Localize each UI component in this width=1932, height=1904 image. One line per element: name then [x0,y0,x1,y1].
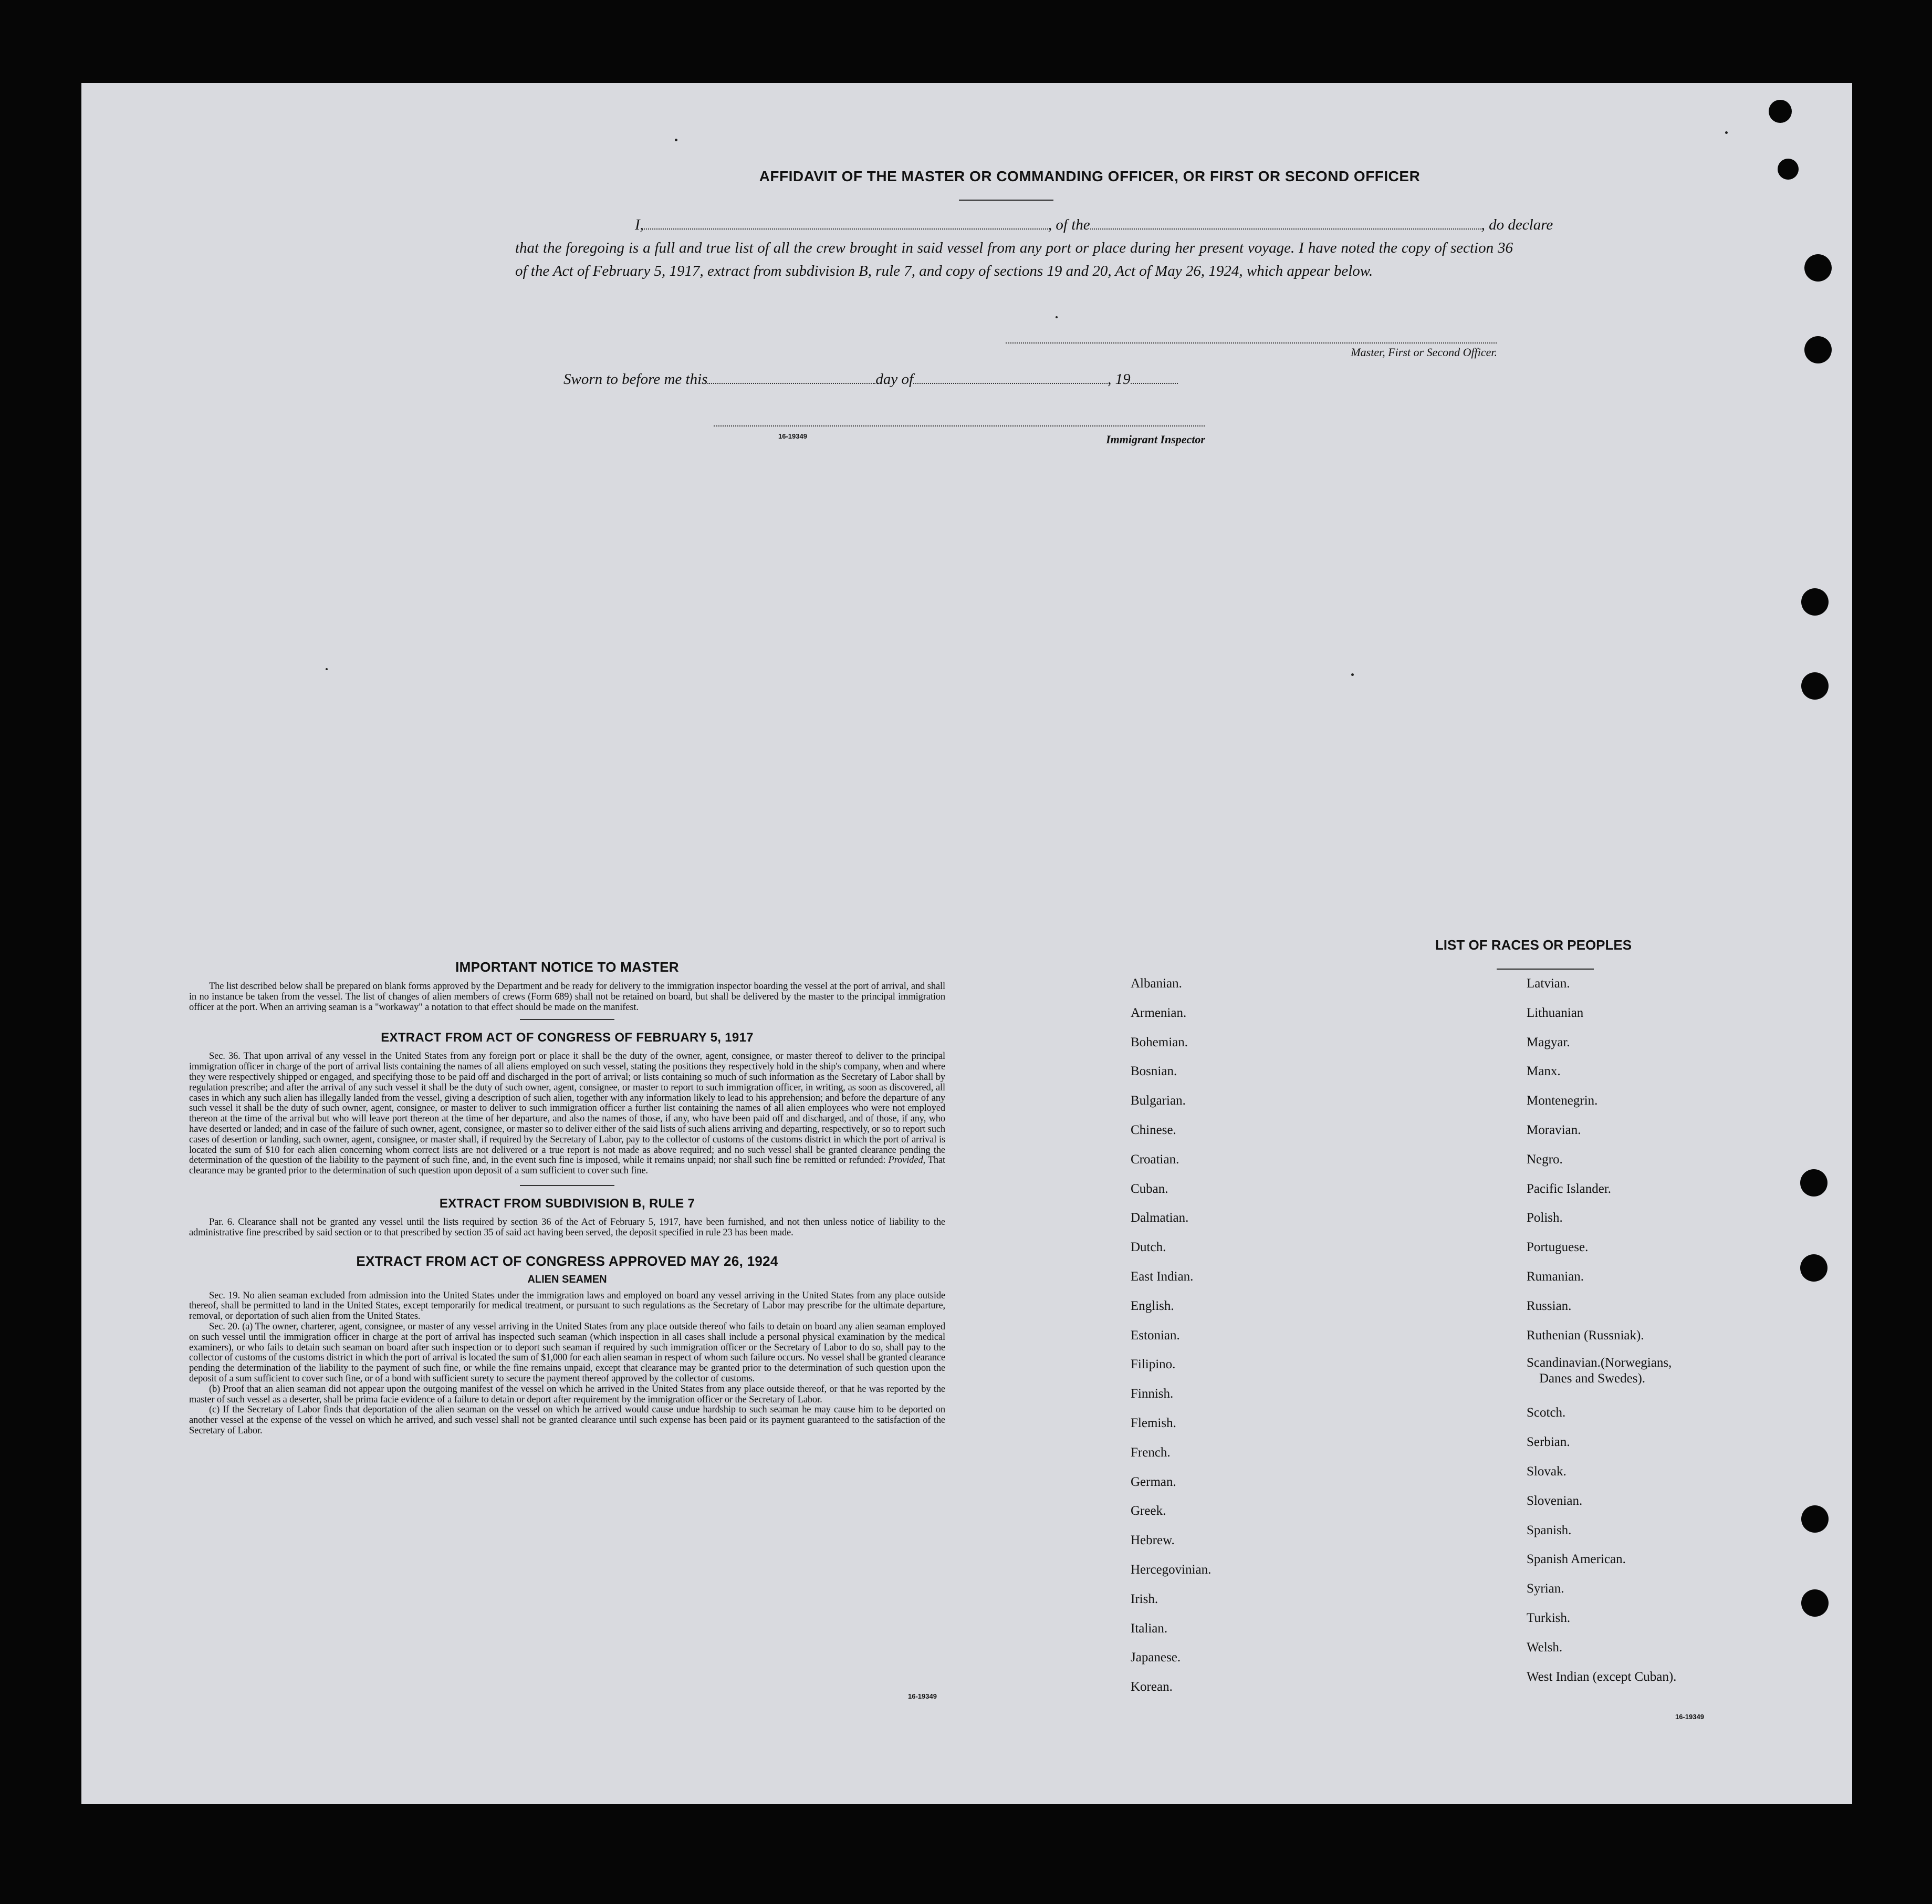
section-rule [520,1019,614,1020]
race-item: Estonian. [1131,1328,1180,1343]
section-rule [520,1185,614,1186]
legal-extracts [189,959,945,1437]
races-title: LIST OF RACES OR PEOPLES [1435,937,1632,953]
notice-text: The list described below shall be prepared on blank forms approved by the Department and be ready for delivery to the immigration inspector boarding the vessel at the port of arrival, and shall in no instance be taken from the vessel. The list of changes of alien members of crews (Form 689) shall not be retained on board, but shall be delivered by the master to the principal immigration officer at the port. When an arriving seaman is a "workaway" a notation to that effect should be made on the manifest. [189,981,945,1013]
master-signature-line[interactable] [1006,342,1497,344]
race-item: Chinese. [1131,1122,1176,1137]
race-item: Scotch. [1527,1406,1566,1420]
title-rule [959,200,1053,201]
race-item: Moravian. [1527,1122,1581,1137]
binder-hole [1769,100,1792,123]
alien-seamen-subtitle: ALIEN SEAMEN [527,1273,607,1285]
binder-hole [1804,254,1832,282]
form-code-right: 16-19349 [1675,1713,1704,1721]
race-item: English. [1131,1298,1174,1313]
race-item: Greek. [1131,1504,1166,1518]
race-item: Rumanian. [1527,1269,1584,1284]
affidavit-title: AFFIDAVIT OF THE MASTER OR COMMANDING OFFICER, OR FIRST OR SECOND OFFICER [759,168,1421,184]
binder-hole [1801,672,1829,700]
declaration-end: , do declare [1481,216,1553,233]
races-right-column [1527,969,1842,1691]
master-name-field[interactable] [644,217,1048,230]
race-item: Korean. [1131,1680,1173,1694]
race-item: Hebrew. [1131,1533,1175,1548]
race-item: Japanese. [1131,1650,1181,1665]
race-item: French. [1131,1445,1171,1460]
race-item: Bulgarian. [1131,1094,1186,1108]
sworn-end: , 19 [1108,371,1131,388]
race-item: Latvian. [1527,976,1570,991]
sworn-day-field[interactable] [707,371,875,384]
race-item: East Indian. [1131,1269,1194,1284]
binder-hole [1804,336,1832,363]
binder-hole [1800,1169,1827,1196]
race-item: Turkish. [1527,1610,1571,1625]
race-item: Flemish. [1131,1416,1176,1430]
race-item: Bohemian. [1131,1035,1188,1049]
affidavit-declaration [515,213,1553,283]
race-item: Manx. [1527,1064,1561,1079]
race-item: Slovak. [1527,1464,1567,1479]
extract-1917-text: Sec. 36. That upon arrival of any vessel in the United States from any foreign port or place it shall be the duty of the owner, agent, consignee, or master thereof to deliver to the principal immigration officer in charge of the port of arrival lists containing the names of all aliens employed on such vessel, stating the positions they respectively hold in the ship's company, when and where they were respectively shipped or engaged, and specifying those to be paid off and discharged in the port of arrival; or lists containing so much of such information as the Secretary of Labor shall by regulation prescribe; and after the arrival of any such vessel it shall be the duty of such owner, agent, consignee, or master to report to such immigration officer, in writing, as soon as discovered, all cases in which any such alien has illegally landed from the vessel, giving a description of such alien, together with any information likely to lead to his apprehension; and before the departure of any such vessel it shall be the duty of such owner, agent, consignee, or master to deliver to such immigration officer a further list containing the names of all alien employees who were not employed thereon at the time of the arrival but who will leave port thereon at the time of her departure, and also the names of those, if any, who have been paid off and discharged, and of those, if any, who have deserted or landed; and in case of the failure of such owner, agent, consignee, or master so to deliver either of the said lists of such aliens arriving and departing, respectively, or so to report such cases of desertion or landing, such owner, agent, consignee, or master shall, if required by the Secretary of Labor, pay to the collector of customs of the customs district in which the port of arrival is located the sum of $10 for each alien concerning whom correct lists are not delivered or a true report is not made as above required; and no such vessel shall be granted clearance pending the determination of the question of the liability to the payment of such fine, and, in the event such fine is imposed, while it remains unpaid; nor shall such fine be remitted or refunded: Provided, That clearance may be granted prior to the determination of such question upon deposit of a sum sufficient to cover such fine. [189,1051,945,1177]
races-left-column [1131,969,1351,1702]
race-item: Syrian. [1527,1582,1564,1596]
binder-hole [1778,159,1799,180]
form-code-top: 16-19349 [778,432,807,440]
race-item: Portuguese. [1527,1240,1589,1255]
race-item: Lithuanian [1527,1005,1584,1020]
declaration-i: I, [635,216,644,233]
race-item: Spanish American. [1527,1552,1626,1567]
race-item: Magyar. [1527,1035,1570,1049]
race-item: Croatian. [1131,1152,1179,1167]
race-item: Finnish. [1131,1387,1174,1401]
sworn-mid: day of [875,371,914,388]
race-item: Filipino. [1131,1357,1176,1372]
binder-hole [1801,588,1829,616]
declaration-of-the: , of the [1048,216,1090,233]
subdivision-title: EXTRACT FROM SUBDIVISION B, RULE 7 [439,1196,695,1211]
race-item: Slovenian. [1527,1493,1583,1508]
inspector-label: Immigrant Inspector [1106,433,1205,446]
sec-20b-text: (b) Proof that an alien seaman did not appear upon the outgoing manifest of the vessel on which he arrived in the United States from any place outside thereof, or that he was reported by the master of such vessel as a deserter, shall be prima facie evidence of a failure to detain or deport after requirement by the immigration officer or the Secretary of Labor. [189,1383,945,1405]
sec-19-text: Sec. 19. No alien seaman excluded from admission into the United States under the immigration laws and employed on board any vessel arriving in the United States from any place outside thereof, shall be permitted to land in the United States, except temporarily for medical treatment, or pursuant to such regulations as the Secretary of Labor may prescribe for the ultimate departure, removal, or deportation of such alien from the United States. [189,1290,945,1322]
form-code-left: 16-19349 [908,1692,937,1700]
sworn-start: Sworn to before me this [563,371,708,388]
race-item: Serbian. [1527,1435,1570,1450]
race-item: Cuban. [1131,1181,1168,1196]
race-item: Armenian. [1131,1005,1187,1020]
race-item: Polish. [1527,1211,1563,1225]
binder-hole [1800,1254,1827,1282]
scan-speck [675,139,677,141]
binder-hole [1801,1589,1829,1617]
race-item: Spanish. [1527,1523,1572,1537]
notice-title: IMPORTANT NOTICE TO MASTER [455,959,679,975]
race-item: West Indian (except Cuban). [1527,1669,1677,1684]
scan-speck [1725,131,1728,134]
race-item: Dutch. [1131,1240,1166,1255]
document-page [81,83,1852,1804]
race-item: Bosnian. [1131,1064,1177,1079]
scan-speck [1056,316,1058,318]
race-item: German. [1131,1474,1176,1489]
vessel-name-field[interactable] [1090,217,1481,230]
subdivision-text: Par. 6. Clearance shall not be granted any vessel until the lists required by section 36 of the Act of February 5, 1917, have been furnished, and not then unless notice of liability to the administrative fine prescribed by said section or to that prescribed by section 35 of said act having been served, the deposit specified in rule 23 has been made. [189,1216,945,1238]
extract-1924-title: EXTRACT FROM ACT OF CONGRESS APPROVED MAY 26, 1924 [356,1253,778,1269]
sec-20c-text: (c) If the Secretary of Labor finds that deportation of the alien seaman on the vessel on which he arrived would cause undue hardship to such seaman he may cause him to be deported on another vessel at the expense of the vessel on which he arrived, and such vessel shall not be granted clearance until such expense has been paid or its payment guaranteed to the satisfaction of the Secretary of Labor. [189,1404,945,1436]
affidavit-body: that the foregoing is a full and true list of all the crew brought in said vessel from any port or place during her present voyage. I have noted the copy of section 36 of the Act of February 5, 1917, extract from subdivision B, rule 7, and copy of sections 19 and 20, Act of May 26, 1924, which appear below. [515,240,1513,279]
race-item: Irish. [1131,1591,1158,1606]
scan-speck [1351,673,1354,676]
inspector-signature-line[interactable] [714,425,1205,426]
race-item: Dalmatian. [1131,1211,1189,1225]
race-item: Montenegrin. [1527,1094,1598,1108]
race-item: Welsh. [1527,1640,1563,1655]
sec-20a-text: Sec. 20. (a) The owner, charterer, agent, consignee, or master of any vessel arriving in the United States from any place outside thereof who fails to detain on board any alien seaman employed on such vessel until the immigration officer in charge at the port of arrival has inspected such seaman (which inspection in all cases shall include a personal physical examination by the medical examiners), or who fails to detain such seaman on board after such inspection or to deport such seaman if required by such immigration officer or the Secretary of Labor to do so, shall pay to the collector of customs of the customs district in which the port of arrival is located the sum of $1,000 for each alien seaman in respect of whom such failure occurs. No vessel shall be granted clearance pending the determination of the liability to the payment of such fine, or while the fine remains unpaid, except that clearance may be granted prior to the determination of such question upon the deposit of a sum sufficient to cover such fine, or of a bond with sufficient surety to secure the payment thereof approved by the collector of customs. [189,1321,945,1384]
binder-hole [1801,1505,1829,1533]
extract-1917-title: EXTRACT FROM ACT OF CONGRESS OF FEBRUARY 5, 1917 [381,1031,754,1045]
sworn-year-field[interactable] [1131,371,1178,384]
race-item: Italian. [1131,1621,1168,1636]
race-item: Russian. [1527,1298,1572,1313]
race-item: Hercegovinian. [1131,1562,1212,1577]
race-item: Pacific Islander. [1527,1181,1612,1196]
scan-speck [326,668,328,670]
race-item-scandinavian: Scandinavian.(Norwegians, Danes and Swedes). [1527,1356,1672,1386]
sworn-month-field[interactable] [913,371,1108,384]
sworn-line [563,371,1178,388]
signature-label: Master, First or Second Officer. [1351,346,1497,359]
race-item: Albanian. [1131,976,1182,991]
race-item: Ruthenian (Russniak). [1527,1328,1644,1343]
race-item: Negro. [1527,1152,1563,1167]
